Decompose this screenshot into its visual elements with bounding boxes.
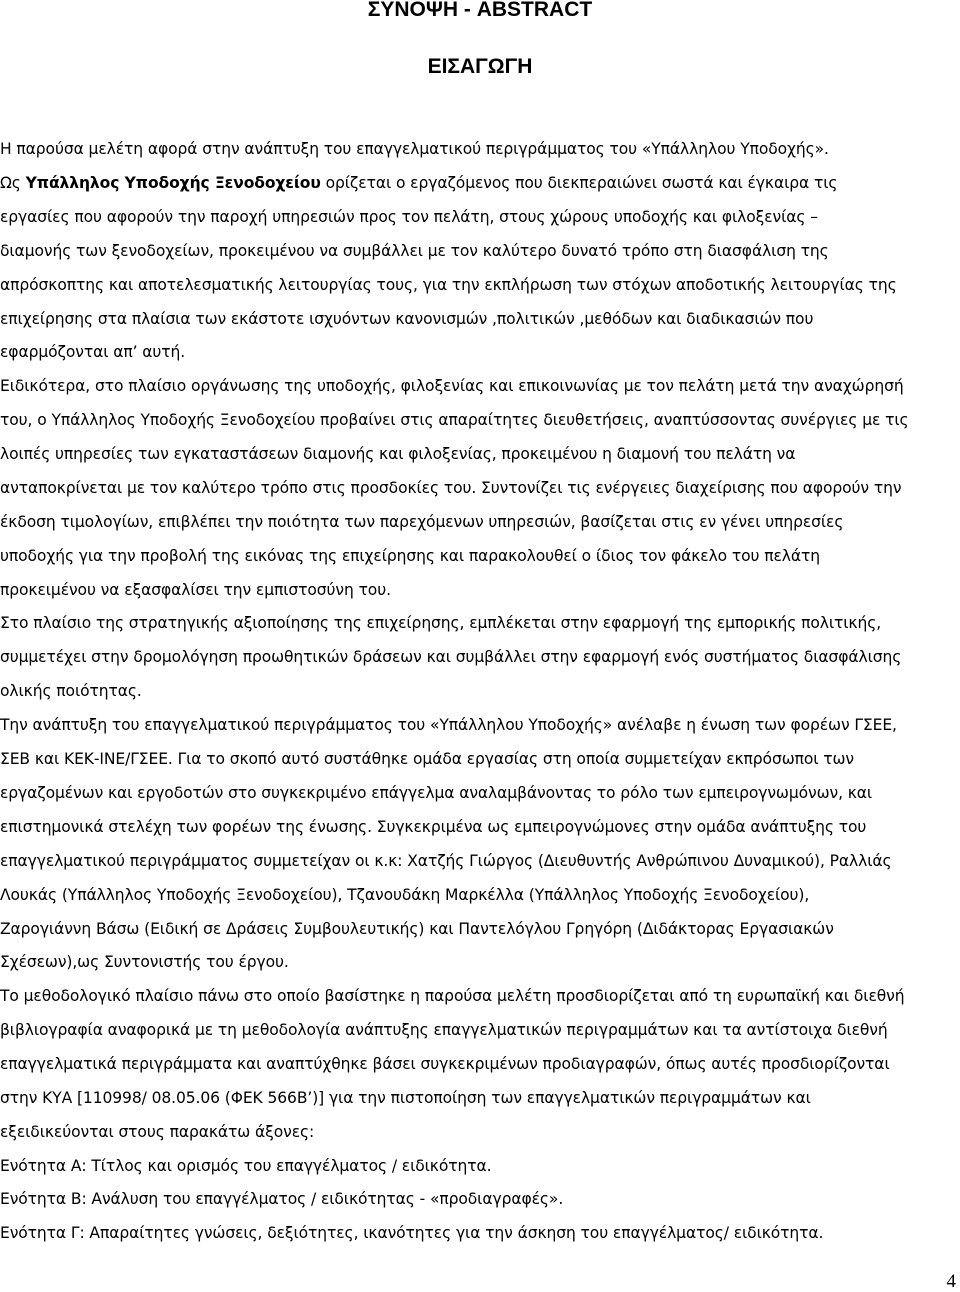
body-line: του, ο Υπάλληλος Υποδοχής Ξενοδοχείου προβαίνει στις απαραίτητες διευθετήσεις, αναπτύσσοντας συνέργιες με τις — [0, 411, 909, 429]
body-line: Στο πλαίσιο της στρατηγικής αξιοποίησης της επιχείρησης, εμπλέκεται στην εφαρμογή της εμπορικής πολιτικής, — [0, 614, 882, 632]
body-line: εφαρμόζονται απ’ αυτή. — [0, 343, 186, 361]
body-line: επιχείρησης στα πλαίσια των εκάστοτε ισχυόντων κανονισμών ,πολιτικών ,μεθόδων και διαδικασιών που — [0, 310, 814, 328]
section-a-line: Ενότητα Α: Τίτλος και ορισμός του επαγγέλματος / ειδικότητα. — [0, 1157, 492, 1175]
section-b-line: Ενότητα Β: Ανάλυση του επαγγέλματος / ειδικότητας - «προδιαγραφές». — [0, 1190, 564, 1208]
body-line: Η παρούσα μελέτη αφορά στην ανάπτυξη του επαγγελματικού περιγράμματος του «Υπάλληλου Υποδοχής». — [0, 140, 829, 158]
body-line: βιβλιογραφία αναφορικά με τη μεθοδολογία ανάπτυξης επαγγελματικών περιγραμμάτων και τα αντίστοιχα διεθνή — [0, 1021, 888, 1039]
section-heading: ΕΙΣΑΓΩΓΗ — [427, 55, 533, 78]
definition-line — [0, 173, 956, 193]
definition-term: Υπάλληλος Υποδοχής Ξενοδοχείου — [25, 174, 321, 192]
body-line: Την ανάπτυξη του επαγγελματικού περιγράμματος του «Υπάλληλου Υποδοχής» ανέλαβε η ένωση των φορέων ΓΣΕΕ, — [0, 716, 897, 734]
body-line: απρόσκοπτης και αποτελεσματικής λειτουργίας τους, για την εκπλήρωση των στόχων αποδοτικής λειτουργίας της — [0, 276, 897, 294]
body-line: επαγγελματικού περιγράμματος συμμετείχαν οι κ.κ: Χατζής Γιώργος (Διευθυντής Ανθρώπινου Δυναμικού), Ραλλιάς — [0, 852, 892, 870]
body-line: εργασίες που αφορούν την παροχή υπηρεσιών προς τον πελάτη, στους χώρους υποδοχής και φιλοξενίας – — [0, 208, 818, 226]
body-line: ΣΕΒ και ΚΕΚ-ΙΝΕ/ΓΣΕΕ. Για το σκοπό αυτό συστάθηκε ομάδα εργασίας στη οποία συμμετείχαν εκπρόσωποι των — [0, 750, 854, 768]
body-line: Λουκάς (Υπάλληλος Υποδοχής Ξενοδοχείου), Τζανουδάκη Μαρκέλλα (Υπάλληλος Υποδοχής Ξενοδοχείου), — [0, 886, 810, 904]
body-line: Το μεθοδολογικό πλαίσιο πάνω στο οποίο βασίστηκε η παρούσα μελέτη προσδιορίζεται από τη ευρωπαϊκή και διεθνή — [0, 987, 905, 1005]
body-line: εργαζομένων και εργοδοτών στο συγκεκριμένο επάγγελμα αναλαμβάνοντας το ρόλο των εμπειρογνωμόνων, και — [0, 784, 873, 802]
body-line: προκειμένου να εξασφαλίσει την εμπιστοσύνη του. — [0, 581, 391, 599]
definition-rest: ορίζεται ο εργαζόμενος που διεκπεραιώνει σωστά και έγκαιρα τις — [325, 174, 838, 192]
body-line: Ειδικότερα, στο πλαίσιο οργάνωσης της υποδοχής, φιλοξενίας και επικοινωνίας με τον πελάτη μετά την αναχώρησή — [0, 377, 904, 395]
body-line: έκδοση τιμολογίων, επιβλέπει την ποιότητα των παρεχόμενων υπηρεσιών, βασίζεται στις εν γένει υπηρεσίες — [0, 513, 844, 531]
body-line: συμμετέχει στην δρομολόγηση προωθητικών δράσεων και συμβάλλει στην εφαρμογή ενός συστήματος διασφάλισης — [0, 648, 902, 666]
section-c-line: Ενότητα Γ: Απαραίτητες γνώσεις, δεξιότητες, ικανότητες για την άσκηση του επαγγέλματος/ ειδικότητα. — [0, 1224, 824, 1242]
body-line: επιστημονικά στελέχη των φορέων της ένωσης. Συγκεκριμένα ως εμπειρογνώμονες στην ομάδα ανάπτυξης του — [0, 818, 867, 836]
body-line: επαγγελματικά περιγράμματα και αναπτύχθηκε βάσει συγκεκριμένων προδιαγραφών, όπως αυτές προσδιορίζονται — [0, 1055, 890, 1073]
body-line: εξειδικεύονται στους παρακάτω άξονες: — [0, 1123, 315, 1141]
body-line: διαμονής των ξενοδοχείων, προκειμένου να συμβάλλει με τον καλύτερο δυνατό τρόπο στη διασφάλιση της — [0, 242, 829, 260]
definition-prefix: Ως — [0, 174, 21, 192]
body-line: Ζαρογιάννη Βάσω (Ειδική σε Δράσεις Συμβουλευτικής) και Παντελόγλου Γρηγόρη (Διδάκτορας Εργασιακών — [0, 920, 834, 938]
body-line: λοιπές υπηρεσίες των εγκαταστάσεων διαμονής και φιλοξενίας, προκειμένου η διαμονή του πελάτη να — [0, 445, 796, 463]
body-line: Σχέσεων),ως Συντονιστής του έργου. — [0, 953, 289, 971]
document-title: ΣΥΝΟΨΗ - ABSTRACT — [367, 0, 593, 21]
page-number: 4 — [946, 1271, 956, 1292]
body-line: ανταποκρίνεται με τον καλύτερο τρόπο στις προσδοκίες του. Συντονίζει τις ενέργειες διαχείρισης που αφορούν την — [0, 479, 902, 497]
body-line: στην ΚΥΑ [110998/ 08.05.06 (ΦΕΚ 566Β’)] για την πιστοποίηση των επαγγελματικών περιγραμμάτων και — [0, 1089, 811, 1107]
body-line: ολικής ποιότητας. — [0, 682, 142, 700]
body-line: υποδοχής για την προβολή της εικόνας της επιχείρησης και παρακολουθεί ο ίδιος τον φάκελο του πελάτη — [0, 547, 821, 565]
